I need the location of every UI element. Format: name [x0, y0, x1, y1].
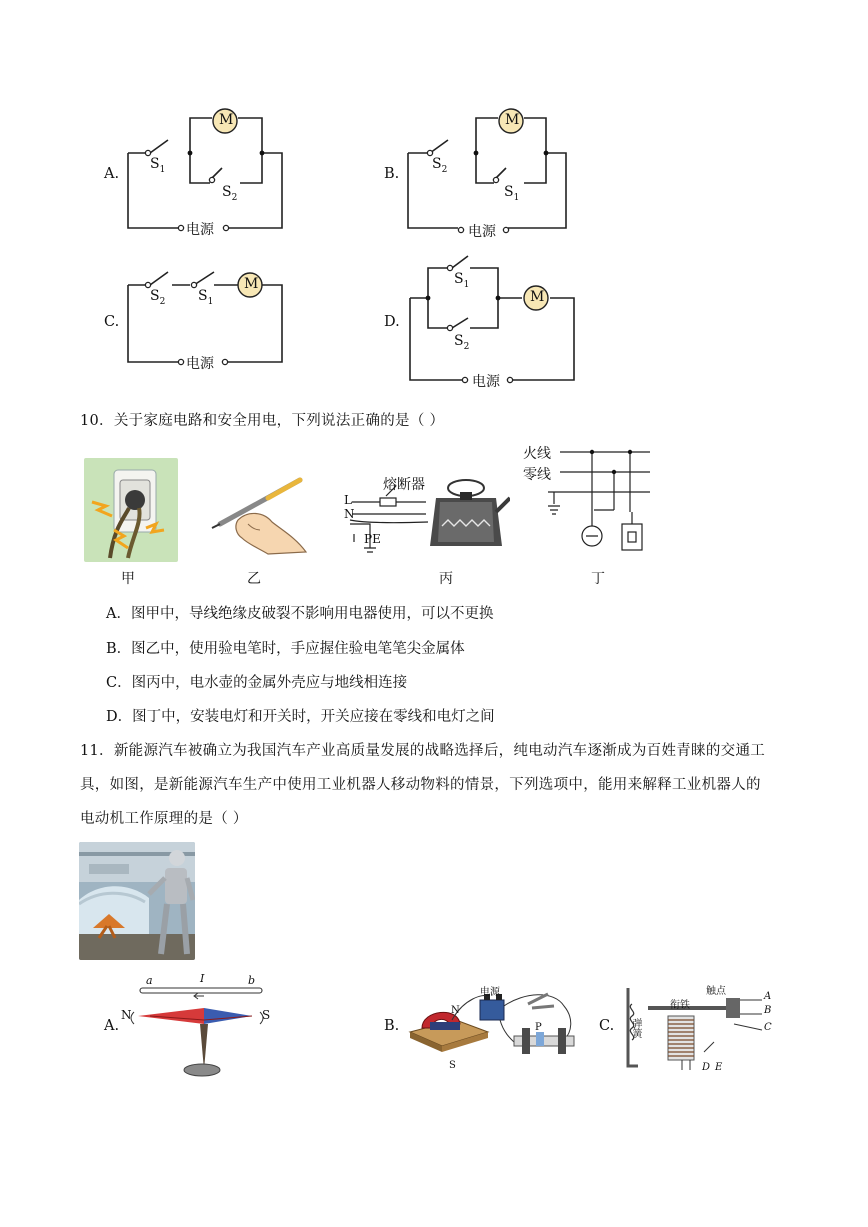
q9-b-motor-label: M — [505, 112, 520, 128]
q10-option-b: B．图乙中，使用验电笔时，手应握住验电笔笔尖金属体 — [106, 641, 465, 657]
q11-option-b-figure — [404, 988, 580, 1070]
figure-jia-label: 甲 — [121, 571, 135, 587]
q11-b-label-P: P — [535, 1022, 542, 1033]
q11-c-label-D: D — [702, 1062, 711, 1073]
q11-b-label-S: S — [449, 1060, 456, 1071]
q9-d-switch-top: $S_1$ — [454, 271, 470, 290]
q9-a-motor-label: M — [219, 112, 234, 128]
q11-option-b-letter: B. — [384, 1018, 400, 1034]
q9-d-switch-bottom: $S_2$ — [454, 333, 470, 352]
q11-option-c-letter: C. — [599, 1018, 615, 1034]
q9-d-motor-label: M — [530, 289, 545, 305]
figure-ding-live-label: 火线 — [523, 446, 551, 462]
q10-stem: 10．关于家庭电路和安全用电，下列说法正确的是（ ） — [80, 413, 445, 429]
q9-option-a-letter: A. — [104, 166, 120, 182]
figure-yi-label: 乙 — [247, 571, 261, 587]
q11-b-power-label: 电源 — [480, 987, 500, 998]
q10-option-c: C．图丙中，电水壶的金属外壳应与地线相连接 — [106, 675, 408, 691]
figure-jia-photo — [84, 458, 178, 562]
figure-ding-neutral-label: 零线 — [523, 467, 551, 483]
figure-bing-N: N — [344, 507, 355, 521]
figure-bing-fuse-label: 熔断器 — [383, 477, 425, 493]
q11-a-label-a: a — [146, 974, 153, 987]
q9-c-switch-first: $S_2$ — [150, 288, 166, 307]
q10-option-a: A．图甲中，导线绝缘皮破裂不影响用电器使用，可以不更换 — [106, 606, 494, 622]
q9-c-power-label: 电源 — [186, 356, 214, 372]
q11-stem-line-2: 具，如图，是新能源汽车生产中使用工业机器人移动物料的情景，下列选项中，能用来解释工业机器人的 — [80, 777, 761, 793]
q9-c-motor-label: M — [244, 276, 259, 292]
q9-b-switch-bottom: $S_1$ — [504, 184, 520, 203]
q11-stem-line-3: 电动机工作原理的是（ ） — [80, 811, 248, 827]
figure-bing-L: L — [344, 493, 352, 507]
q11-c-spring-label: 弹簧 — [630, 1018, 641, 1038]
q11-c-label-E: E — [715, 1062, 723, 1073]
q9-a-switch-bottom: $S_2$ — [222, 184, 238, 203]
q9-option-c-letter: C. — [104, 314, 120, 330]
q9-a-power-label: 电源 — [186, 222, 214, 238]
q9-option-b-letter: B. — [384, 166, 400, 182]
q9-b-switch-top: $S_2$ — [432, 156, 448, 175]
q11-c-contact-label: 触点 — [706, 986, 726, 997]
q11-option-a-figure — [120, 978, 270, 1082]
q11-option-c-figure — [622, 986, 772, 1070]
figure-bing-label: 丙 — [439, 571, 453, 587]
q10-option-d: D．图丁中，安装电灯和开关时，开关应接在零线和电灯之间 — [106, 709, 495, 725]
q11-option-a-letter: A. — [104, 1018, 120, 1034]
q9-b-power-label: 电源 — [468, 224, 496, 240]
robot-photo — [79, 842, 195, 960]
q11-a-label-I: I — [200, 972, 205, 985]
q11-c-iron-label: 衔铁 — [670, 1000, 690, 1011]
q11-stem-line-1: 11．新能源汽车被确立为我国汽车产业高质量发展的战略选择后，纯电动汽车逐渐成为百姓青睐的交通工 — [80, 743, 766, 759]
q9-circuits — [0, 100, 868, 395]
q11-a-label-b: b — [248, 974, 256, 987]
q9-a-switch-top: $S_1$ — [150, 156, 166, 175]
q11-c-label-A: A — [764, 991, 772, 1002]
q9-c-switch-second: $S_1$ — [198, 288, 214, 307]
q11-c-label-C: C — [764, 1022, 772, 1033]
figure-bing-PE: PE — [364, 532, 381, 546]
q11-c-label-B: B — [764, 1005, 772, 1016]
figure-yi-hand — [208, 472, 312, 556]
figure-ding-label: 丁 — [591, 571, 605, 587]
q9-d-power-label: 电源 — [472, 374, 500, 390]
q11-a-label-S: S — [262, 1008, 271, 1022]
q11-a-label-N: N — [121, 1008, 132, 1022]
q9-option-d-letter: D. — [384, 314, 400, 330]
q11-b-label-N: N — [451, 1005, 460, 1016]
